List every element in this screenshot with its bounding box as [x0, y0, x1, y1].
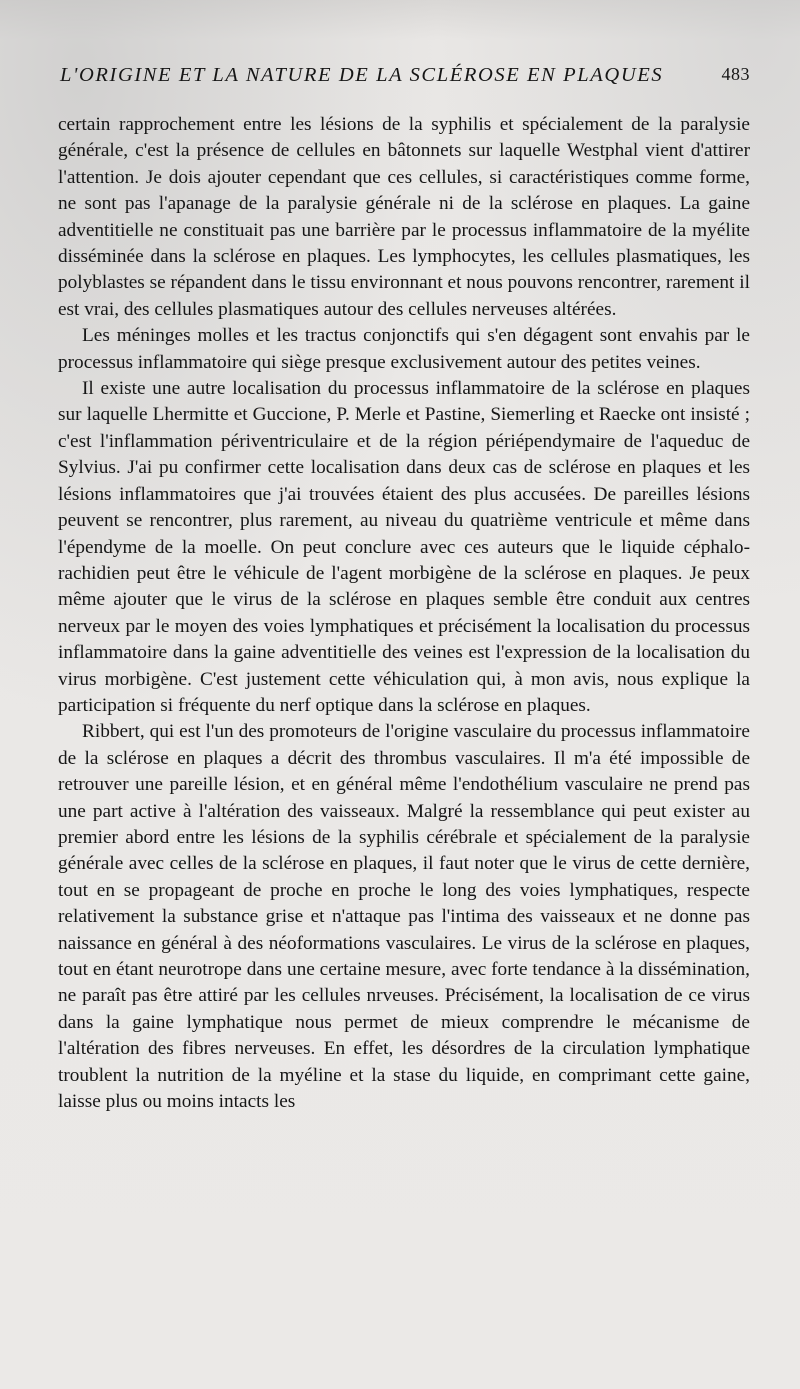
paragraph-periventricular: Il existe une autre localisation du processus inflammatoire de la sclérose en plaques sur laquelle Lhermitte et Guccione, P. Merle et Pastine, Siemerling et Raecke ont insisté ; c'est l'inflammation périventriculaire et de la région périépendymaire de l'aqueduc de Sylvius. J'ai pu confirmer cette localisation dans deux cas de sclérose en plaques et les lésions inflammatoires que j'ai trouvées étaient des plus accusées. De pareilles lésions peuvent se rencontrer, plus rarement, au niveau du quatrième ventricule et même dans l'épendyme de la moelle. On peut conclure avec ces auteurs que le liquide céphalo-rachidien peut être le véhicule de l'agent morbigène de la sclérose en plaques. Je peux même ajouter que le virus de la sclérose en plaques semble être conduit aux centres nerveux par le moyen des voies lymphatiques et précisément la localisation du processus inflammatoire dans la gaine adventitielle des veines est l'expression de la localisation du virus morbigène. C'est justement cette véhiculation qui, à mon avis, nous explique la participation si fréquente du nerf optique dans la sclérose en plaques.: [58, 378, 750, 716]
body-text: [58, 112, 750, 1115]
paragraph-meninges: Les méninges molles et les tractus conjonctifs qui s'en dégagent sont envahis par le processus inflammatoire qui siège presque exclusivement autour des petites veines.: [58, 325, 750, 373]
page-header: [60, 64, 750, 92]
running-title: L'ORIGINE ET LA NATURE DE LA SCLÉROSE EN PLAQUES: [60, 64, 664, 86]
paragraph-ribbert: Ribbert, qui est l'un des promoteurs de l'origine vasculaire du processus inflammatoire de la sclérose en plaques a décrit des thrombus vasculaires. Il m'a été impossible de retrouver une pareille lésion, et en général même l'endothélium vasculaire ne prend pas une part active à l'altération des vaisseaux. Malgré la ressemblance qui peut exister au premier abord entre les lésions de la syphilis cérébrale et spécialement de la paralysie générale avec celles de la sclérose en plaques, il faut noter que le virus de cette dernière, tout en se propageant de proche en proche le long des voies lymphatiques, respecte relativement la substance grise et n'attaque pas l'intima des vaisseaux et ne donne pas naissance en général à des néoformations vasculaires. Le virus de la sclérose en plaques, tout en étant neurotrope dans une certaine mesure, avec forte tendance à la dissémination, ne paraît pas être attiré par les cellules nrveuses. Précisément, la localisation de ce virus dans la gaine lymphatique nous permet de mieux comprendre le mécanisme de l'altération des fibres nerveuses. En effet, les désordres de la circulation lymphatique troublent la nutrition de la myéline et la stase du liquide, en comprimant cette gaine, laisse plus ou moins intacts les: [58, 721, 750, 1113]
paragraph-continued: certain rapprochement entre les lésions de la syphilis et spécialement de la paralysie générale, c'est la présence de cellules en bâtonnets sur laquelle Westphal vient d'attirer l'attention. Je dois ajouter cependant que ces cellules, si caractéristiques comme forme, ne sont pas l'apanage de la paralysie générale ni de la sclérose en plaques. La gaine adventitielle ne constituait pas une barrière par le processus inflammatoire de la myélite disséminée dans la sclérose en plaques. Les lymphocytes, les cellules plasmatiques, les polyblastes se répandent dans le tissu environnant et nous pouvons rencontrer, rarement il est vrai, des cellules plasmatiques autour des cellules nerveuses altérées.: [58, 114, 750, 320]
page-number: 483: [721, 64, 750, 84]
